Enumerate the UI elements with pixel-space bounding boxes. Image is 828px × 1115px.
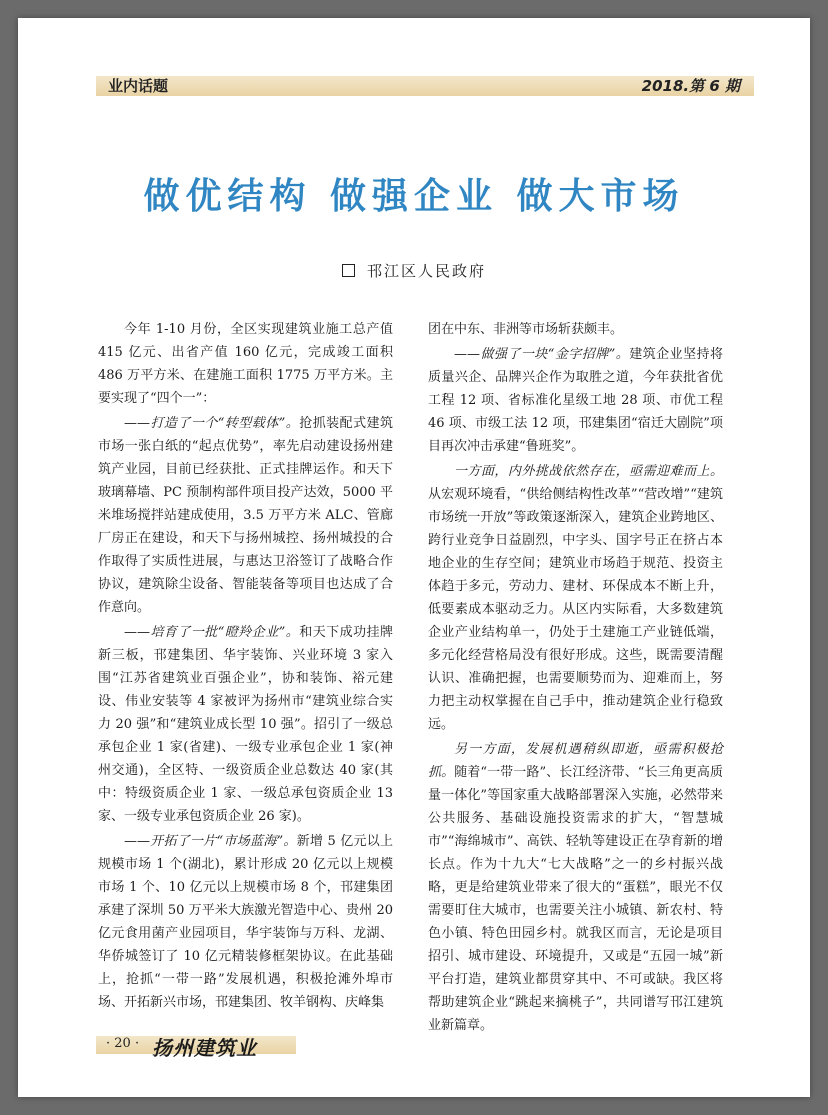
author-name: 邗江区人民政府: [366, 262, 486, 280]
left-column: [98, 318, 393, 1016]
article-title: 做优结构 做强企业 做大市场: [143, 176, 685, 217]
article-author: [18, 260, 810, 281]
paragraph: [428, 343, 723, 458]
paragraph-lead: 一方面，内外挑战依然存在，亟需迎难而上。: [454, 464, 723, 479]
paragraph-text: 和天下成功挂牌新三板，邗建集团、华宇装饰、兴业环境 3 家入围“江苏省建筑业百强企业”，协和装饰、裕元建设、伟业安装等 4 家被评为扬州市“建筑业综合实力 20 强”和“建筑业成长型 10 强”。招引了一级总承包企业 1 家(省建)、一级专业承包企业 1 家(神州交通)，全区特、一级资质企业总数达 40 家(其中：特级资质企业 1 家、一级总承包资质企业 13 家、一级专业承包资质企业 26 家)。: [98, 625, 393, 824]
author-box-icon: [342, 264, 355, 277]
paragraph: [428, 318, 723, 341]
issue-label: 2018.第 6 期: [641, 77, 740, 95]
paragraph-text: 随着“一带一路”、长江经济带、“长三角更高质量一体化”等国家重大战略部署深入实施，必然带来公共服务、基础设施投资需求的扩大，“智慧城市”“海绵城市”、高铁、轻轨等建设正在孕育新的增长点。作为十九大“七大战略”之一的乡村振兴战略，更是给建筑业带来了很大的“蛋糕”，眼光不仅需要盯住大城市，也需要关注小城镇、新农村、特色小镇、特色田园乡村。就我区而言，无论是项目招引、城市建设、环境提升，又或是“五园一城”新平台打造，建筑业都贯穿其中、不可或缺。我区将帮助建筑企业“跳起来摘桃子”，共同谱写邗江建筑业新篇章。: [428, 765, 723, 1033]
right-column: [428, 318, 723, 1039]
magazine-page: [18, 18, 810, 1097]
paragraph-text: 新增 5 亿元以上规模市场 1 个(湖北)，累计形成 20 亿元以上规模市场 1 个、10 亿元以上规模市场 8 个，邗建集团承建了深圳 50 万平米大族激光智造中心、贵州 20 亿元食用菌产业园项目，华宇装饰与万科、龙湖、华侨城签订了 10 亿元精装修框架协议。在此基础上，抢抓“一带一路”发展机遇，积极抢滩外埠市场、开拓新兴市场，邗建集团、牧羊钢构、庆峰集: [98, 834, 393, 1010]
page-number: · 20 ·: [106, 1036, 140, 1051]
paragraph-lead: 另一方面，发展机遇稍纵即逝，亟需积极抢抓。: [428, 742, 723, 780]
paragraph-lead: ——培育了一批“瞪羚企业”。: [124, 625, 300, 640]
magazine-logo: 扬州建筑业: [152, 1036, 257, 1060]
paragraph: [98, 621, 393, 828]
paragraph: [98, 318, 393, 410]
paragraph-lead: ——做强了一块“金字招牌”。: [454, 347, 630, 362]
page-footer: [96, 1030, 296, 1060]
paragraph: [98, 412, 393, 619]
paragraph-text: 从宏观环境看，“供给侧结构性改革”“营改增”“建筑市场统一开放”等政策逐渐深入，建筑企业跨地区、跨行业竞争日益剧烈，中字头、国字号正在挤占本地企业的生存空间；建筑业市场趋于规范、投资主体趋于多元，劳动力、建材、环保成本不断上升，低要素成本驱动乏力。从区内实际看，大多数建筑企业产业结构单一，仍处于土建施工产业链低端，多元化经营格局没有很好形成。这些，既需要清醒认识、准确把握，也需要顺势而为、迎难而上，努力把主动权掌握在自己手中，推动建筑企业行稳致远。: [428, 487, 723, 732]
page-header: [96, 72, 754, 102]
paragraph: [428, 738, 723, 1037]
paragraph-text: 建筑企业坚持将质量兴企、品牌兴企作为取胜之道，今年获批省优工程 12 项、省标准化星级工地 28 项、市优工程 46 项、市级工法 12 项，邗建集团“宿迁大剧院”项目再次冲击承建“鲁班奖”。: [428, 347, 723, 454]
section-label: 业内话题: [108, 77, 169, 95]
paragraph: [98, 830, 393, 1014]
paragraph: [428, 460, 723, 736]
paragraph-lead: ——打造了一个“转型载体”。: [124, 416, 300, 431]
paragraph-lead: ——开拓了一片“市场蓝海”。: [124, 834, 297, 849]
paragraph-text: 抢抓装配式建筑市场一张白纸的“起点优势”，率先启动建设扬州建筑产业园，目前已经获批、正式挂牌运作。和天下玻璃幕墙、PC 预制构部件项目投产达效，5000 平米堆场搅拌站建成使用，3.5 万平方米 ALC、管廊厂房正在建设，和天下与扬州城控、扬州城投的合作取得了实质性进展，与惠达卫浴签订了战略合作协议，建筑除尘设备、智能装备等项目也达成了合作意向。: [98, 416, 393, 615]
paragraph-text: 团在中东、非洲等市场斩获颇丰。: [428, 322, 624, 337]
paragraph-text: 今年 1-10 月份，全区实现建筑业施工总产值 415 亿元、出省产值 160 亿元，完成竣工面积 486 万平方米、在建施工面积 1775 万平方米。主要实现了“四个一”：: [98, 322, 393, 406]
